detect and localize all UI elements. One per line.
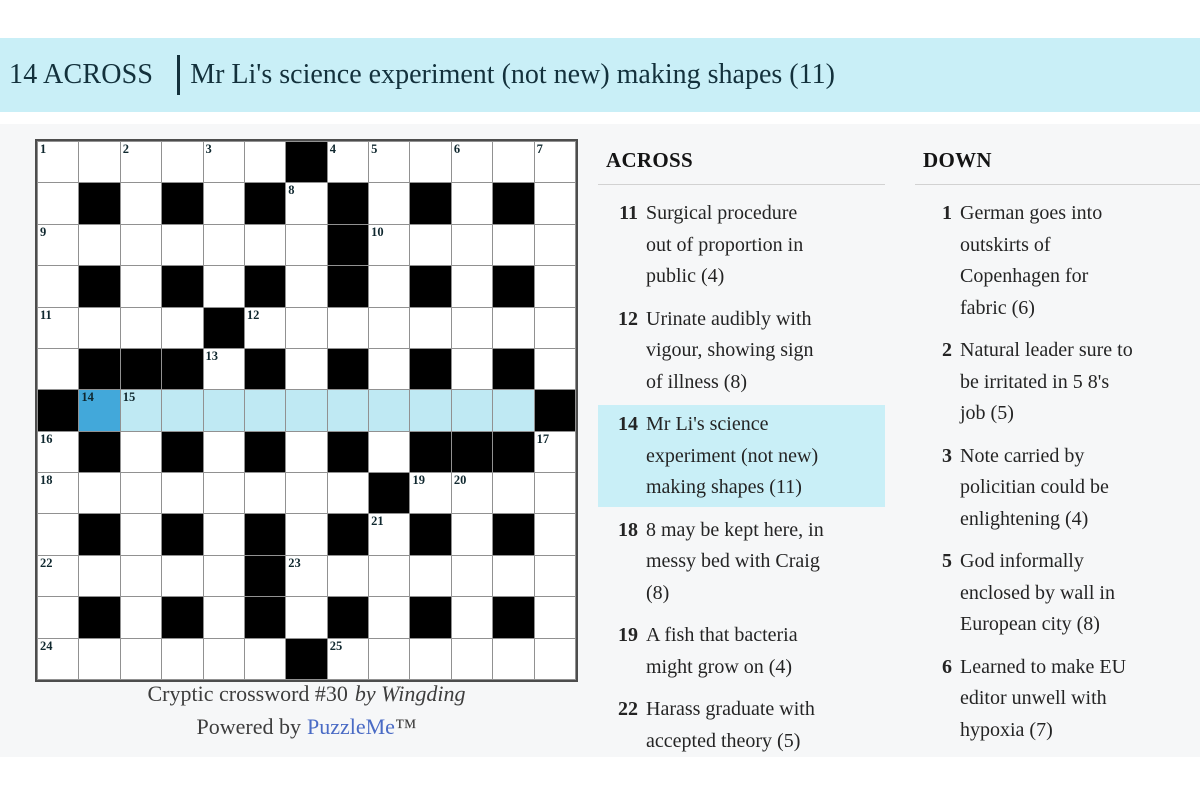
grid-cell-black: [79, 183, 119, 223]
grid-cell[interactable]: [452, 225, 492, 265]
grid-cell[interactable]: [245, 142, 285, 182]
grid-cell[interactable]: [535, 349, 575, 389]
grid-cell[interactable]: [121, 266, 161, 306]
grid-cell[interactable]: [204, 390, 244, 430]
grid-cell-black: [245, 183, 285, 223]
cell-number: 8: [288, 183, 295, 198]
grid-cell[interactable]: [121, 556, 161, 596]
grid-cell[interactable]: [79, 473, 119, 513]
grid-cell[interactable]: [493, 473, 533, 513]
across-divider: [598, 184, 885, 185]
cell-number: 19: [412, 473, 425, 488]
grid-cell[interactable]: [493, 639, 533, 679]
cell-number: 25: [329, 638, 343, 653]
grid-cell[interactable]: [535, 266, 575, 306]
clue-text: Natural leader sure to be irritated in 5 8's job (5): [960, 339, 1133, 424]
grid-cell-black: [162, 183, 202, 223]
grid-cell[interactable]: [79, 639, 119, 679]
clue-number: 5: [942, 550, 952, 572]
grid-cell[interactable]: [204, 183, 244, 223]
grid-cell[interactable]: [121, 225, 161, 265]
grid-cell-selected[interactable]: [79, 390, 119, 430]
clue-number: 2: [942, 339, 952, 361]
grid-cell[interactable]: [410, 225, 450, 265]
grid-cell-black: [493, 349, 533, 389]
cell-number: 16: [40, 431, 53, 446]
grid-cell[interactable]: [204, 349, 244, 389]
grid-cell[interactable]: [204, 142, 244, 182]
grid-cell-black: [79, 349, 119, 389]
puzzle-title: [35, 681, 578, 707]
grid-cell-black: [245, 266, 285, 306]
grid-cell[interactable]: [452, 390, 492, 430]
grid-cell[interactable]: [79, 225, 119, 265]
cell-number: 2: [122, 142, 130, 156]
grid-cell-black: [162, 432, 202, 472]
clue-number: 14: [618, 413, 638, 435]
down-clue-list: [915, 198, 1200, 746]
grid-cell[interactable]: [162, 473, 202, 513]
grid-cell[interactable]: [121, 597, 161, 637]
grid-cell[interactable]: [38, 349, 78, 389]
down-header: DOWN: [923, 148, 992, 172]
cell-number: 18: [40, 473, 53, 488]
grid-cell[interactable]: [204, 597, 244, 637]
grid-cell[interactable]: [245, 308, 285, 348]
grid-cell[interactable]: [79, 142, 119, 182]
current-clue-banner: [0, 38, 1200, 112]
grid-cell[interactable]: [452, 142, 492, 182]
grid-cell-black: [410, 266, 450, 306]
grid-cell[interactable]: [452, 266, 492, 306]
grid-cell[interactable]: [452, 308, 492, 348]
clue-item-down-5[interactable]: [915, 546, 1200, 641]
grid-cell[interactable]: [535, 514, 575, 554]
across-clues-panel: [598, 148, 885, 768]
clue-number: 6: [942, 655, 952, 678]
grid-cell[interactable]: [38, 432, 78, 472]
grid-cell[interactable]: [38, 473, 78, 513]
grid-cell-black: [369, 473, 409, 513]
clue-item-across-11[interactable]: [598, 198, 885, 293]
grid-cell[interactable]: [121, 308, 161, 348]
grid-cell[interactable]: [286, 266, 326, 306]
grid-cell[interactable]: [369, 266, 409, 306]
cell-number: 5: [371, 142, 378, 156]
grid-cell-black: [204, 308, 244, 348]
grid-cell[interactable]: [245, 390, 285, 430]
cell-number: 21: [371, 514, 384, 529]
clue-item-across-19[interactable]: [598, 620, 885, 683]
grid-cell[interactable]: [535, 473, 575, 513]
grid-cell[interactable]: [369, 556, 409, 596]
grid-cell[interactable]: [286, 432, 326, 472]
grid-cell-black: [121, 349, 161, 389]
grid-cell[interactable]: [493, 142, 533, 182]
cell-number: 3: [205, 142, 212, 156]
clue-number: 3: [942, 444, 952, 467]
grid-cell[interactable]: [369, 308, 409, 348]
grid-cell-black: [452, 432, 492, 472]
clue-number: 19: [618, 624, 638, 646]
grid-cell-black: [410, 349, 450, 389]
grid-cell[interactable]: [38, 142, 78, 182]
puzzle-title-text: Cryptic crossword #30: [147, 681, 348, 706]
grid-cell-black: [162, 514, 202, 554]
grid-cell[interactable]: [369, 639, 409, 679]
cell-number: 17: [536, 431, 550, 446]
grid-cell[interactable]: [121, 183, 161, 223]
clue-item-down-3[interactable]: [915, 441, 1200, 536]
grid-cell[interactable]: [328, 308, 368, 348]
cell-number: 14: [81, 390, 94, 405]
grid-cell-black: [410, 183, 450, 223]
grid-cell[interactable]: [38, 597, 78, 637]
grid-cell-black: [493, 432, 533, 472]
grid-cell[interactable]: [410, 473, 450, 513]
grid-cell[interactable]: [245, 225, 285, 265]
clue-item-across-14[interactable]: [598, 405, 885, 507]
grid-cell[interactable]: [204, 556, 244, 596]
grid-cell-black: [79, 597, 119, 637]
clue-number: 11: [619, 202, 638, 224]
powered-by-prefix: Powered by: [196, 714, 301, 739]
grid-cell[interactable]: [452, 473, 492, 513]
grid-cell[interactable]: [493, 308, 533, 348]
grid-cell-black: [162, 266, 202, 306]
current-clue-text: Mr Li's science experiment (not new) making shapes (11): [190, 59, 835, 90]
grid-cell[interactable]: [204, 514, 244, 554]
grid-cell[interactable]: [38, 556, 78, 596]
grid-cell[interactable]: [328, 390, 368, 430]
grid-cell[interactable]: [535, 142, 575, 182]
grid-cell-black: [328, 183, 368, 223]
grid-cell[interactable]: [369, 432, 409, 472]
grid-cell[interactable]: [369, 597, 409, 637]
cell-number: 9: [40, 224, 47, 239]
grid-cell[interactable]: [286, 349, 326, 389]
grid-cell[interactable]: [162, 390, 202, 430]
grid-cell[interactable]: [38, 514, 78, 554]
grid-cell[interactable]: [286, 225, 326, 265]
grid-cell[interactable]: [121, 639, 161, 679]
cell-number: 23: [288, 555, 301, 570]
grid-cell[interactable]: [121, 514, 161, 554]
grid-cell-black: [535, 390, 575, 430]
grid-cell-black: [79, 432, 119, 472]
grid-cell[interactable]: [452, 597, 492, 637]
grid-cell[interactable]: [79, 308, 119, 348]
grid-cell[interactable]: [121, 432, 161, 472]
grid-cell[interactable]: [535, 639, 575, 679]
current-clue-label: 14 ACROSS: [9, 59, 154, 90]
grid-cell[interactable]: [493, 225, 533, 265]
grid-cell[interactable]: [328, 473, 368, 513]
down-divider: [915, 184, 1200, 185]
grid-cell[interactable]: [38, 225, 78, 265]
clue-number: 18: [618, 518, 638, 541]
grid-cell[interactable]: [245, 639, 285, 679]
cell-number: 15: [122, 390, 136, 405]
grid-cell-black: [493, 183, 533, 223]
grid-cell[interactable]: [286, 514, 326, 554]
grid-cell[interactable]: [452, 556, 492, 596]
grid-cell[interactable]: [38, 266, 78, 306]
clue-text: God informally enclosed by wall in European city (8): [960, 550, 1115, 635]
grid-cell[interactable]: [410, 556, 450, 596]
cell-number: 13: [205, 348, 219, 363]
clue-text: Note carried by policitian could be enlightening (4): [960, 444, 1109, 530]
grid-cell-black: [79, 514, 119, 554]
grid-cell-black: [328, 349, 368, 389]
grid-cell-black: [328, 597, 368, 637]
grid-cell[interactable]: [162, 556, 202, 596]
grid-cell-black: [245, 556, 285, 596]
grid-cell-black: [493, 266, 533, 306]
grid-cell[interactable]: [535, 597, 575, 637]
cell-number: 10: [371, 224, 384, 239]
crossword-grid[interactable]: [37, 141, 576, 680]
grid-cell-black: [245, 432, 285, 472]
clue-text: Urinate audibly with vigour, showing sign of illness (8): [646, 307, 814, 393]
grid-cell[interactable]: [535, 225, 575, 265]
grid-cell[interactable]: [121, 473, 161, 513]
crossword-grid-frame: [35, 139, 578, 682]
grid-cell-black: [493, 514, 533, 554]
clue-item-down-6[interactable]: [915, 652, 1200, 747]
grid-cell[interactable]: [204, 639, 244, 679]
grid-cell[interactable]: [410, 390, 450, 430]
banner-separator: [177, 55, 180, 95]
grid-cell-black: [493, 597, 533, 637]
grid-cell[interactable]: [286, 183, 326, 223]
cell-number: 20: [453, 473, 467, 488]
grid-cell[interactable]: [369, 390, 409, 430]
clue-item-across-22[interactable]: [598, 694, 885, 757]
grid-cell[interactable]: [410, 142, 450, 182]
grid-cell[interactable]: [452, 349, 492, 389]
grid-cell[interactable]: [245, 473, 285, 513]
clue-text: Harass graduate with accepted theory (5): [646, 698, 815, 752]
cell-number: 6: [453, 142, 461, 156]
grid-cell[interactable]: [410, 639, 450, 679]
cell-number: 7: [536, 142, 543, 156]
grid-cell-black: [245, 597, 285, 637]
grid-cell[interactable]: [493, 556, 533, 596]
grid-cell[interactable]: [452, 639, 492, 679]
grid-cell[interactable]: [204, 473, 244, 513]
clue-text: Surgical procedure out of proportion in public (4): [646, 202, 804, 287]
cell-number: 22: [40, 555, 53, 570]
puzzleme-link[interactable]: PuzzleMe: [306, 714, 395, 739]
down-clues-panel: [915, 148, 1200, 757]
trademark-symbol: ™: [394, 714, 417, 739]
grid-cell-black: [162, 349, 202, 389]
grid-cell[interactable]: [162, 142, 202, 182]
grid-cell[interactable]: [38, 639, 78, 679]
across-header: ACROSS: [606, 148, 693, 172]
across-clue-list: [598, 198, 885, 757]
clue-item-across-12[interactable]: [598, 304, 885, 399]
grid-cell-black: [286, 142, 326, 182]
clue-number: 22: [618, 698, 638, 720]
grid-cell[interactable]: [535, 432, 575, 472]
clue-text: Mr Li's science experiment (not new) making shapes (11): [646, 413, 819, 498]
clue-text: 8 may be kept here, in messy bed with Craig (8): [646, 518, 824, 604]
grid-cell[interactable]: [121, 390, 161, 430]
grid-cell[interactable]: [286, 390, 326, 430]
cell-number: 4: [329, 142, 336, 156]
powered-by: [35, 714, 578, 740]
cell-number: 12: [246, 307, 260, 322]
grid-cell[interactable]: [493, 390, 533, 430]
grid-cell[interactable]: [369, 514, 409, 554]
grid-cell[interactable]: [369, 183, 409, 223]
grid-cell-black: [162, 597, 202, 637]
grid-cell[interactable]: [204, 432, 244, 472]
grid-cell-black: [328, 266, 368, 306]
grid-cell[interactable]: [286, 597, 326, 637]
puzzle-byline: by Wingding: [354, 681, 466, 706]
grid-cell[interactable]: [121, 142, 161, 182]
grid-cell[interactable]: [535, 556, 575, 596]
cell-number: 11: [40, 307, 52, 322]
grid-cell-black: [38, 390, 78, 430]
grid-cell[interactable]: [162, 225, 202, 265]
grid-cell-black: [410, 514, 450, 554]
grid-cell[interactable]: [204, 225, 244, 265]
grid-cell[interactable]: [328, 142, 368, 182]
grid-cell[interactable]: [369, 142, 409, 182]
clue-item-down-2[interactable]: [915, 335, 1200, 430]
grid-cell[interactable]: [369, 349, 409, 389]
grid-cell[interactable]: [452, 183, 492, 223]
clue-text: A fish that bacteria might grow on (4): [646, 624, 798, 678]
grid-cell-black: [245, 514, 285, 554]
grid-cell[interactable]: [286, 556, 326, 596]
clue-text: Learned to make EU editor unwell with hypoxia (7): [960, 655, 1127, 741]
clue-text: German goes into outskirts of Copenhagen for fabric (6): [960, 202, 1103, 319]
grid-cell[interactable]: [162, 639, 202, 679]
grid-cell-black: [328, 432, 368, 472]
grid-cell-black: [286, 639, 326, 679]
grid-cell-black: [245, 349, 285, 389]
grid-cell[interactable]: [38, 183, 78, 223]
grid-cell[interactable]: [286, 308, 326, 348]
grid-cell-black: [328, 225, 368, 265]
grid-cell[interactable]: [328, 639, 368, 679]
grid-cell[interactable]: [410, 308, 450, 348]
clue-item-down-1[interactable]: [915, 198, 1200, 324]
grid-cell[interactable]: [204, 266, 244, 306]
grid-cell[interactable]: [452, 514, 492, 554]
grid-cell[interactable]: [162, 308, 202, 348]
grid-cell[interactable]: [535, 183, 575, 223]
cell-number: 1: [40, 142, 47, 156]
grid-cell-black: [79, 266, 119, 306]
cell-number: 24: [40, 638, 53, 653]
clue-number: 12: [618, 307, 638, 330]
clue-item-across-18[interactable]: [598, 515, 885, 610]
grid-cell-black: [410, 597, 450, 637]
grid-cell[interactable]: [79, 556, 119, 596]
grid-cell[interactable]: [369, 225, 409, 265]
grid-cell[interactable]: [328, 556, 368, 596]
grid-cell[interactable]: [286, 473, 326, 513]
clue-number: 1: [942, 202, 952, 224]
grid-cell[interactable]: [535, 308, 575, 348]
grid-cell[interactable]: [38, 308, 78, 348]
grid-cell-black: [410, 432, 450, 472]
grid-cell-black: [328, 514, 368, 554]
